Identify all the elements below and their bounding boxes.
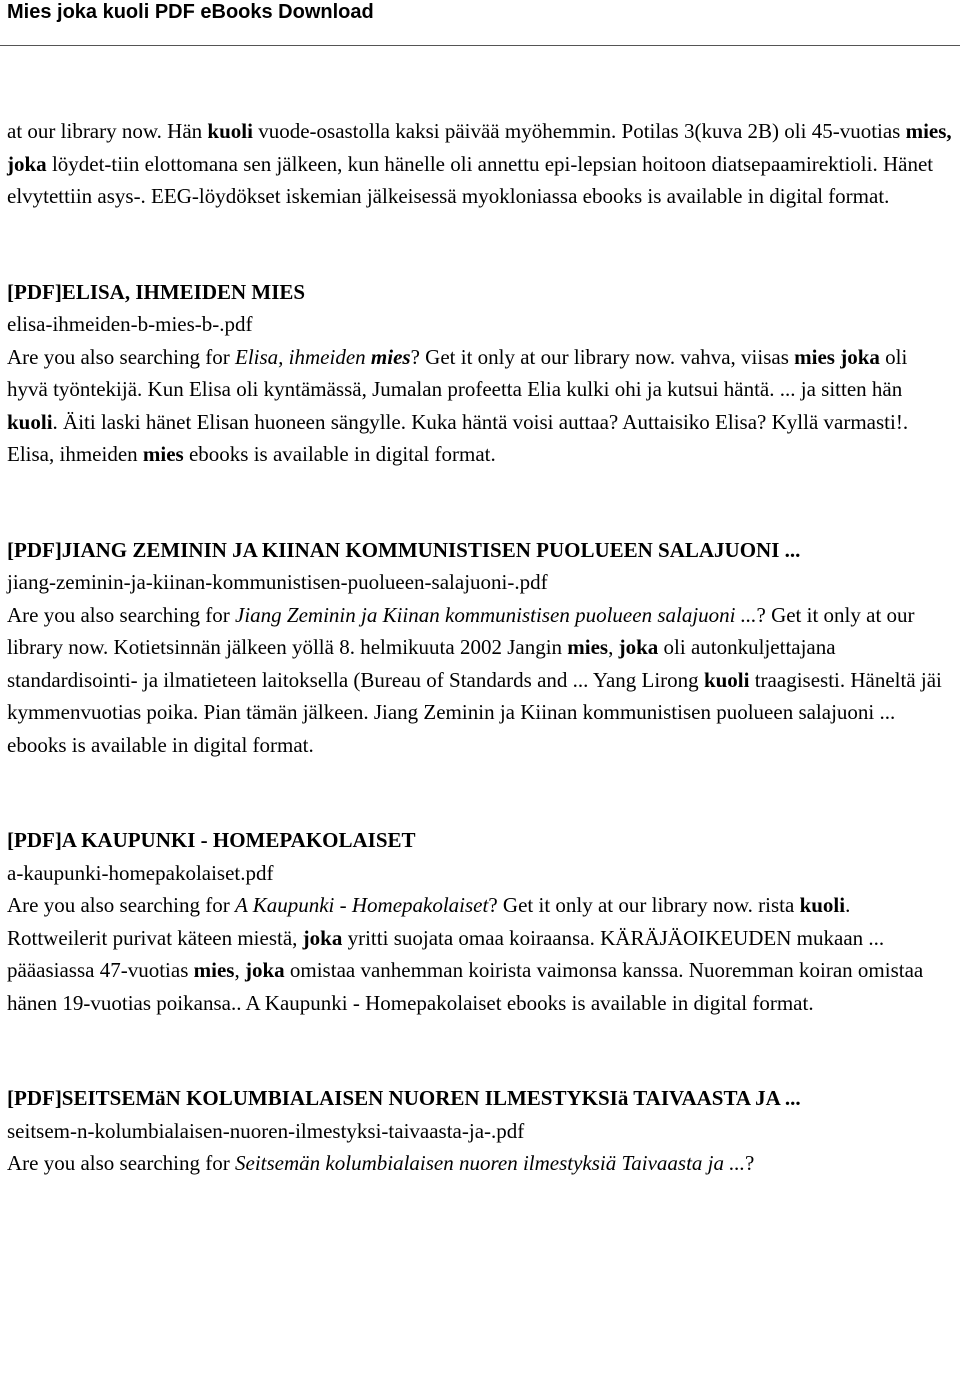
entry-description-segment: ? Get it only at our library now. vahva, viisas	[410, 344, 795, 369]
entry	[7, 824, 953, 1019]
entry-description-segment: A Kaupunki - Homepakolaiset	[235, 893, 489, 917]
entry-description-segment: joka	[618, 635, 659, 659]
intro-segment: vuode-osastolla kaksi päivää myöhemmin. Potilas 3(kuva 2B) oli 45-vuotias	[252, 119, 906, 143]
entry-title[interactable]: [PDF]ELISA, IHMEIDEN MIES	[7, 279, 306, 304]
entry-title[interactable]: [PDF]A KAUPUNKI - HOMEPAKOLAISET	[7, 828, 416, 852]
entry-description-segment: Seitsemän kolumbialaisen nuoren ilmestyksiä Taivaasta ja ...	[235, 1151, 746, 1175]
entry-description-segment: kuoli	[703, 667, 750, 692]
entry-description-segment: . Rottweilerit purivat käteen miestä,	[7, 893, 851, 950]
entry-title[interactable]: [PDF]SEITSEMäN KOLUMBIALAISEN NUOREN ILMESTYKSIä TAIVAASTA JA ...	[7, 1086, 801, 1110]
entry-description	[7, 599, 953, 762]
entry-description	[7, 341, 953, 471]
entry-description	[7, 1147, 953, 1180]
entry-description-segment: kuoli	[7, 409, 53, 434]
entry-description-segment: . Äiti laski hänet Elisan huoneen sängylle. Kuka häntä voisi auttaa? Auttaisiko Elisa? Kyllä varmasti!. Elisa, ihmeiden	[7, 409, 909, 466]
entry-filename: jiang-zeminin-ja-kiinan-kommunistisen-puolueen-salajuoni-.pdf	[7, 570, 548, 594]
entry-description-segment: oli autonkuljettajana standardisointi- ja ilmatieteen laitoksella (Bureau of Standards and ... Yang Lirong	[7, 635, 836, 692]
entry-description-segment: oli hyvä työntekijä. Kun Elisa oli kyntämässä, Jumalan profeetta Elia kulki ohi ja kutsui häntä. ... ja sitten hän	[7, 344, 908, 401]
document-body	[0, 115, 960, 1180]
entry	[7, 534, 953, 762]
entry-description-segment: Jiang Zeminin ja Kiinan kommunistisen puolueen salajuoni ...	[235, 602, 757, 627]
entry-description-segment: Are you also searching for	[7, 893, 236, 917]
entry-description-segment: Are you also searching for	[7, 1151, 236, 1175]
intro-segment: kuoli	[207, 119, 253, 143]
entry-description-segment: mies	[142, 442, 184, 466]
entry-filename: a-kaupunki-homepakolaiset.pdf	[7, 860, 274, 885]
entry-filename: elisa-ihmeiden-b-mies-b-.pdf	[7, 312, 253, 336]
entry-description-segment: mies	[567, 635, 609, 659]
entry-description-segment: Are you also searching for	[7, 602, 236, 627]
entry-description-segment: joka	[302, 925, 343, 950]
entry-description-segment: mies joka	[794, 344, 880, 369]
intro-segment: at our library now. Hän	[7, 119, 208, 143]
entry-title[interactable]: [PDF]JIANG ZEMININ JA KIINAN KOMMUNISTISEN PUOLUEEN SALAJUONI ...	[7, 537, 801, 562]
entry	[7, 1082, 953, 1180]
entry-list	[7, 276, 953, 1180]
entry-description-segment: yritti suojata omaa koiraansa. KÄRÄJÄOIKEUDEN mukaan ... pääasiassa 47-vuotias	[7, 925, 885, 982]
entry-description-segment: ebooks is available in digital format.	[183, 442, 496, 466]
intro-segment: löydet-tiin elottomana sen jälkeen, kun hänelle oli annettu epi-lepsian hoitoon diatsepaamirektioli. Hänet elvytettiin asys-. EEG-löydökset iskemian jälkeisessä myokloniassa ebooks is available in digital format.	[7, 151, 934, 208]
entry-description-segment: ,	[234, 958, 245, 982]
entry-description-segment: ,	[608, 635, 619, 659]
entry-description	[7, 889, 953, 1019]
entry-description-segment: joka	[244, 958, 285, 982]
entry-description-segment: ?	[745, 1151, 755, 1175]
entry-filename: seitsem-n-kolumbialaisen-nuoren-ilmestyksi-taivaasta-ja-.pdf	[7, 1118, 525, 1143]
entry-description-segment: omistaa vanhemman koirista vaimonsa kanssa. Nuoremman koiran omistaa hänen 19-vuotias poikansa.. A Kaupunki - Homepakolaiset ebooks is available in digital format.	[7, 958, 924, 1015]
entry-description-segment: Are you also searching for	[7, 344, 236, 369]
page-header	[0, 0, 960, 46]
intro-paragraph	[7, 115, 953, 213]
entry-description-segment: mies	[370, 344, 411, 369]
entry-description-segment: mies	[193, 958, 235, 982]
entry-description-segment: traagisesti. Häneltä jäi kymmenvuotias poika. Pian tämän jälkeen. Jiang Zeminin ja Kiinan kommunistisen puolueen salajuoni ... ebooks is available in digital format.	[7, 667, 942, 757]
entry-description-segment: ? Get it only at our library now. rista	[488, 893, 800, 917]
entry-description-segment: kuoli	[799, 893, 846, 917]
intro-segment: mies, joka	[7, 119, 952, 176]
entry-description-segment: Elisa, ihmeiden	[235, 344, 371, 369]
entry-description-segment: ? Get it only at our library now. Kotietsinnän jälkeen yöllä 8. helmikuuta 2002 Jangin	[7, 602, 915, 659]
entry	[7, 276, 953, 471]
page-title: Mies joka kuoli PDF eBooks Download	[7, 1, 374, 23]
